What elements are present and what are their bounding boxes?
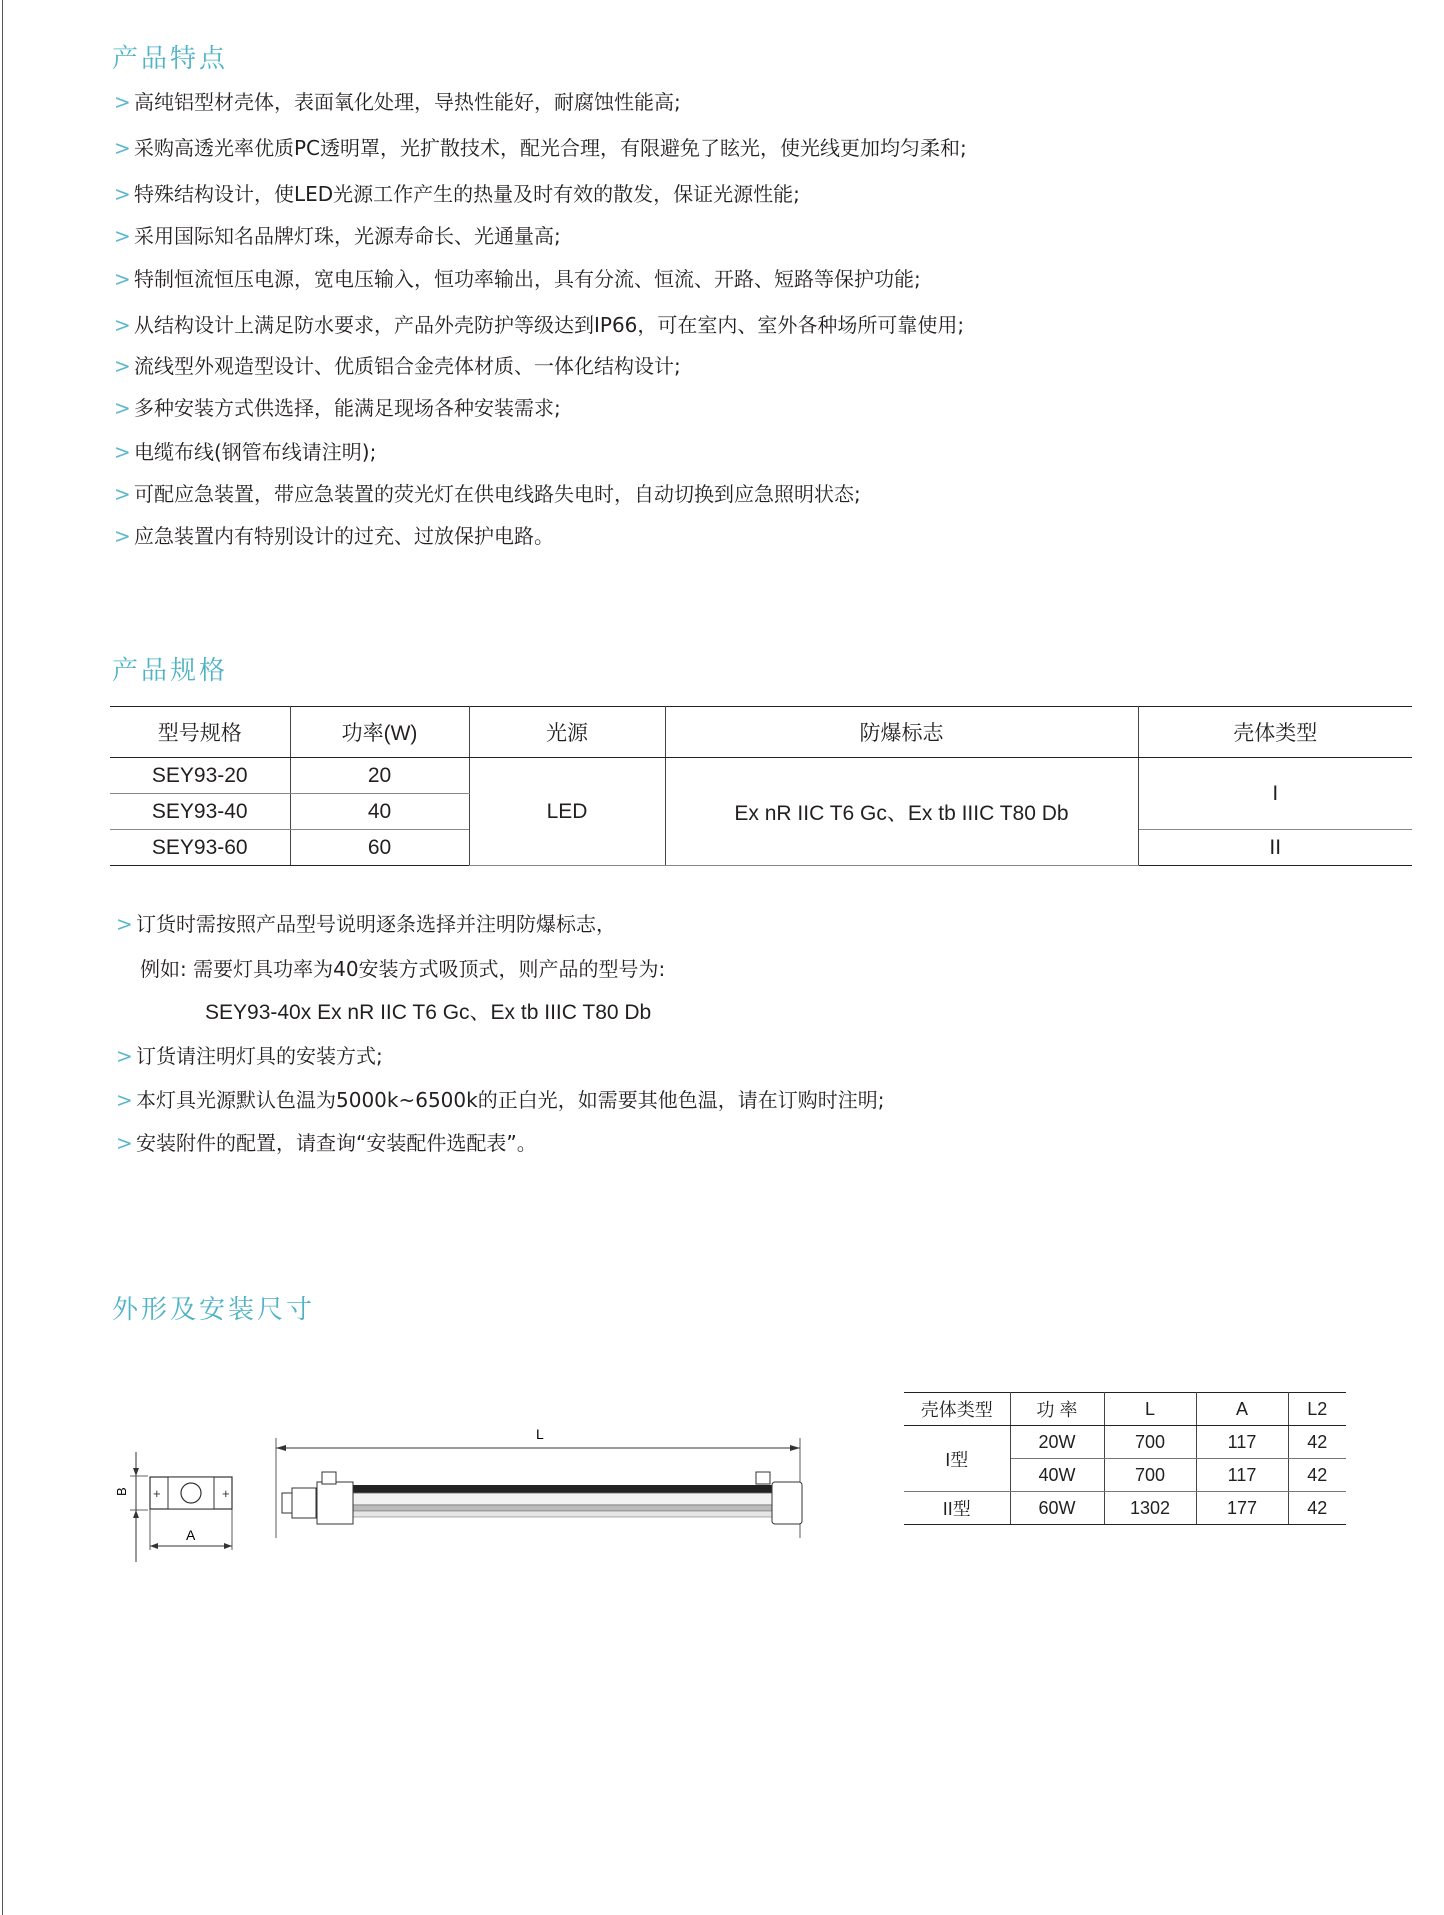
l-cell: 700 bbox=[1104, 1459, 1196, 1492]
spec-table-header bbox=[110, 707, 1412, 758]
arrow-icon: > bbox=[116, 1131, 133, 1155]
header-ex-marking: 防爆标志 bbox=[665, 707, 1138, 758]
arrow-icon: > bbox=[114, 396, 131, 420]
header-a: A bbox=[1196, 1393, 1288, 1426]
model-cell: SEY93-20 bbox=[110, 758, 290, 794]
power-cell: 40W bbox=[1010, 1459, 1104, 1492]
specs-title: 产品规格 bbox=[112, 656, 229, 686]
a-cell: 117 bbox=[1196, 1459, 1288, 1492]
arrow-icon: > bbox=[114, 482, 131, 506]
end-view-drawing bbox=[100, 1440, 250, 1570]
l-cell: 1302 bbox=[1104, 1492, 1196, 1525]
feature-item: > 应急装置内有特别设计的过充、过放保护电路。 bbox=[114, 524, 554, 548]
header-l: L bbox=[1104, 1393, 1196, 1426]
end-cap-right bbox=[772, 1482, 802, 1524]
housing-type-cell: I型 bbox=[904, 1426, 1010, 1492]
feature-item: > 高纯铝型材壳体，表面氧化处理，导热性能好，耐腐蚀性能高; bbox=[114, 90, 681, 114]
mount-bracket-right bbox=[756, 1472, 770, 1484]
feature-item: > 采用国际知名品牌灯珠，光源寿命长、光通量高; bbox=[114, 224, 561, 248]
label-a: A bbox=[186, 1527, 196, 1543]
side-view-drawing bbox=[270, 1420, 810, 1550]
arrow-icon: > bbox=[114, 224, 131, 248]
arrow-icon: > bbox=[116, 912, 133, 936]
table-row bbox=[110, 758, 1412, 794]
power-cell: 20 bbox=[290, 758, 469, 794]
order-note: > 订货时需按照产品型号说明逐条选择并注明防爆标志， bbox=[116, 912, 616, 936]
housing-type-cell: I bbox=[1138, 758, 1412, 830]
feature-item: > 可配应急装置，带应急装置的荧光灯在供电线路失电时，自动切换到应急照明状态; bbox=[114, 482, 861, 506]
a-cell: 177 bbox=[1196, 1492, 1288, 1525]
feature-item: > 采购高透光率优质PC透明罩，光扩散技术，配光合理，有限避免了眩光，使光线更加均匀柔和; bbox=[114, 136, 967, 160]
lamp-top-band bbox=[323, 1485, 801, 1493]
feature-item: > 流线型外观造型设计、优质铝合金壳体材质、一体化结构设计; bbox=[114, 354, 681, 378]
model-cell: SEY93-60 bbox=[110, 830, 290, 866]
power-cell: 40 bbox=[290, 794, 469, 830]
power-cell: 20W bbox=[1010, 1426, 1104, 1459]
arrow-icon: > bbox=[114, 354, 131, 378]
header-housing-type: 壳体类型 bbox=[1138, 707, 1412, 758]
dimension-table-header bbox=[904, 1393, 1346, 1426]
l2-cell: 42 bbox=[1288, 1459, 1346, 1492]
l2-cell: 42 bbox=[1288, 1492, 1346, 1525]
dimension-table bbox=[904, 1392, 1346, 1525]
l2-cell: 42 bbox=[1288, 1426, 1346, 1459]
table-row bbox=[904, 1492, 1346, 1525]
header-model: 型号规格 bbox=[110, 707, 290, 758]
feature-item: > 多种安装方式供选择，能满足现场各种安装需求; bbox=[114, 396, 561, 420]
end-view-lens bbox=[181, 1483, 201, 1503]
label-l: L bbox=[536, 1426, 544, 1442]
order-note: > 安装附件的配置，请查询“安装配件选配表”。 bbox=[116, 1131, 537, 1155]
order-note: > 本灯具光源默认色温为5000k~6500k的正白光，如需要其他色温，请在订购时注明; bbox=[116, 1088, 885, 1112]
order-example-label: 例如: 需要灯具功率为40安装方式吸顶式，则产品的型号为: bbox=[140, 957, 666, 981]
mount-bracket-left bbox=[322, 1472, 336, 1484]
lamp-body bbox=[323, 1493, 801, 1505]
header-l2: L2 bbox=[1288, 1393, 1346, 1426]
feature-item: > 电缆布线(钢管布线请注明); bbox=[114, 440, 377, 464]
header-light-source: 光源 bbox=[469, 707, 665, 758]
end-cap-left bbox=[317, 1482, 353, 1524]
arrow-icon: > bbox=[114, 524, 131, 548]
features-title: 产品特点 bbox=[112, 44, 229, 74]
arrow-icon: > bbox=[114, 90, 131, 114]
housing-type-cell: II bbox=[1138, 830, 1412, 866]
table-row bbox=[904, 1426, 1346, 1459]
arrow-icon: > bbox=[116, 1088, 133, 1112]
order-note: > 订货请注明灯具的安装方式; bbox=[116, 1044, 383, 1068]
feature-item: > 特殊结构设计，使LED光源工作产生的热量及时有效的散发，保证光源性能; bbox=[114, 182, 800, 206]
arrow-icon: > bbox=[114, 136, 131, 160]
arrow-icon: > bbox=[114, 313, 131, 337]
model-cell: SEY93-40 bbox=[110, 794, 290, 830]
header-power: 功 率 bbox=[1010, 1393, 1104, 1426]
svg-text:+: + bbox=[222, 1486, 230, 1501]
arrow-icon: > bbox=[114, 267, 131, 291]
arrow-icon: > bbox=[114, 440, 131, 464]
cable-gland bbox=[282, 1493, 292, 1513]
feature-item: > 特制恒流恒压电源，宽电压输入，恒功率输出，具有分流、恒流、开路、短路等保护功能; bbox=[114, 267, 921, 291]
l-cell: 700 bbox=[1104, 1426, 1196, 1459]
power-cell: 60W bbox=[1010, 1492, 1104, 1525]
arrow-icon: > bbox=[116, 1044, 133, 1068]
header-housing-type: 壳体类型 bbox=[904, 1393, 1010, 1426]
power-cell: 60 bbox=[290, 830, 469, 866]
feature-item: > 从结构设计上满足防水要求，产品外壳防护等级达到IP66，可在室内、室外各种场所可靠使用; bbox=[114, 313, 965, 337]
ex-marking-cell: Ex nR IIC T6 Gc、Ex tb IIIC T80 Db bbox=[665, 758, 1138, 866]
arrow-icon: > bbox=[114, 182, 131, 206]
dimensions-title: 外形及安装尺寸 bbox=[112, 1295, 316, 1325]
light-source-cell: LED bbox=[469, 758, 665, 866]
housing-type-cell: II型 bbox=[904, 1492, 1010, 1525]
header-power: 功率(W) bbox=[290, 707, 469, 758]
a-cell: 117 bbox=[1196, 1426, 1288, 1459]
spec-table bbox=[110, 706, 1412, 866]
page-left-border bbox=[2, 0, 3, 1915]
label-b: B bbox=[114, 1487, 129, 1496]
svg-text:+: + bbox=[153, 1486, 161, 1501]
order-example-model: SEY93-40x Ex nR IIC T6 Gc、Ex tb IIIC T80 Db bbox=[205, 1001, 652, 1024]
